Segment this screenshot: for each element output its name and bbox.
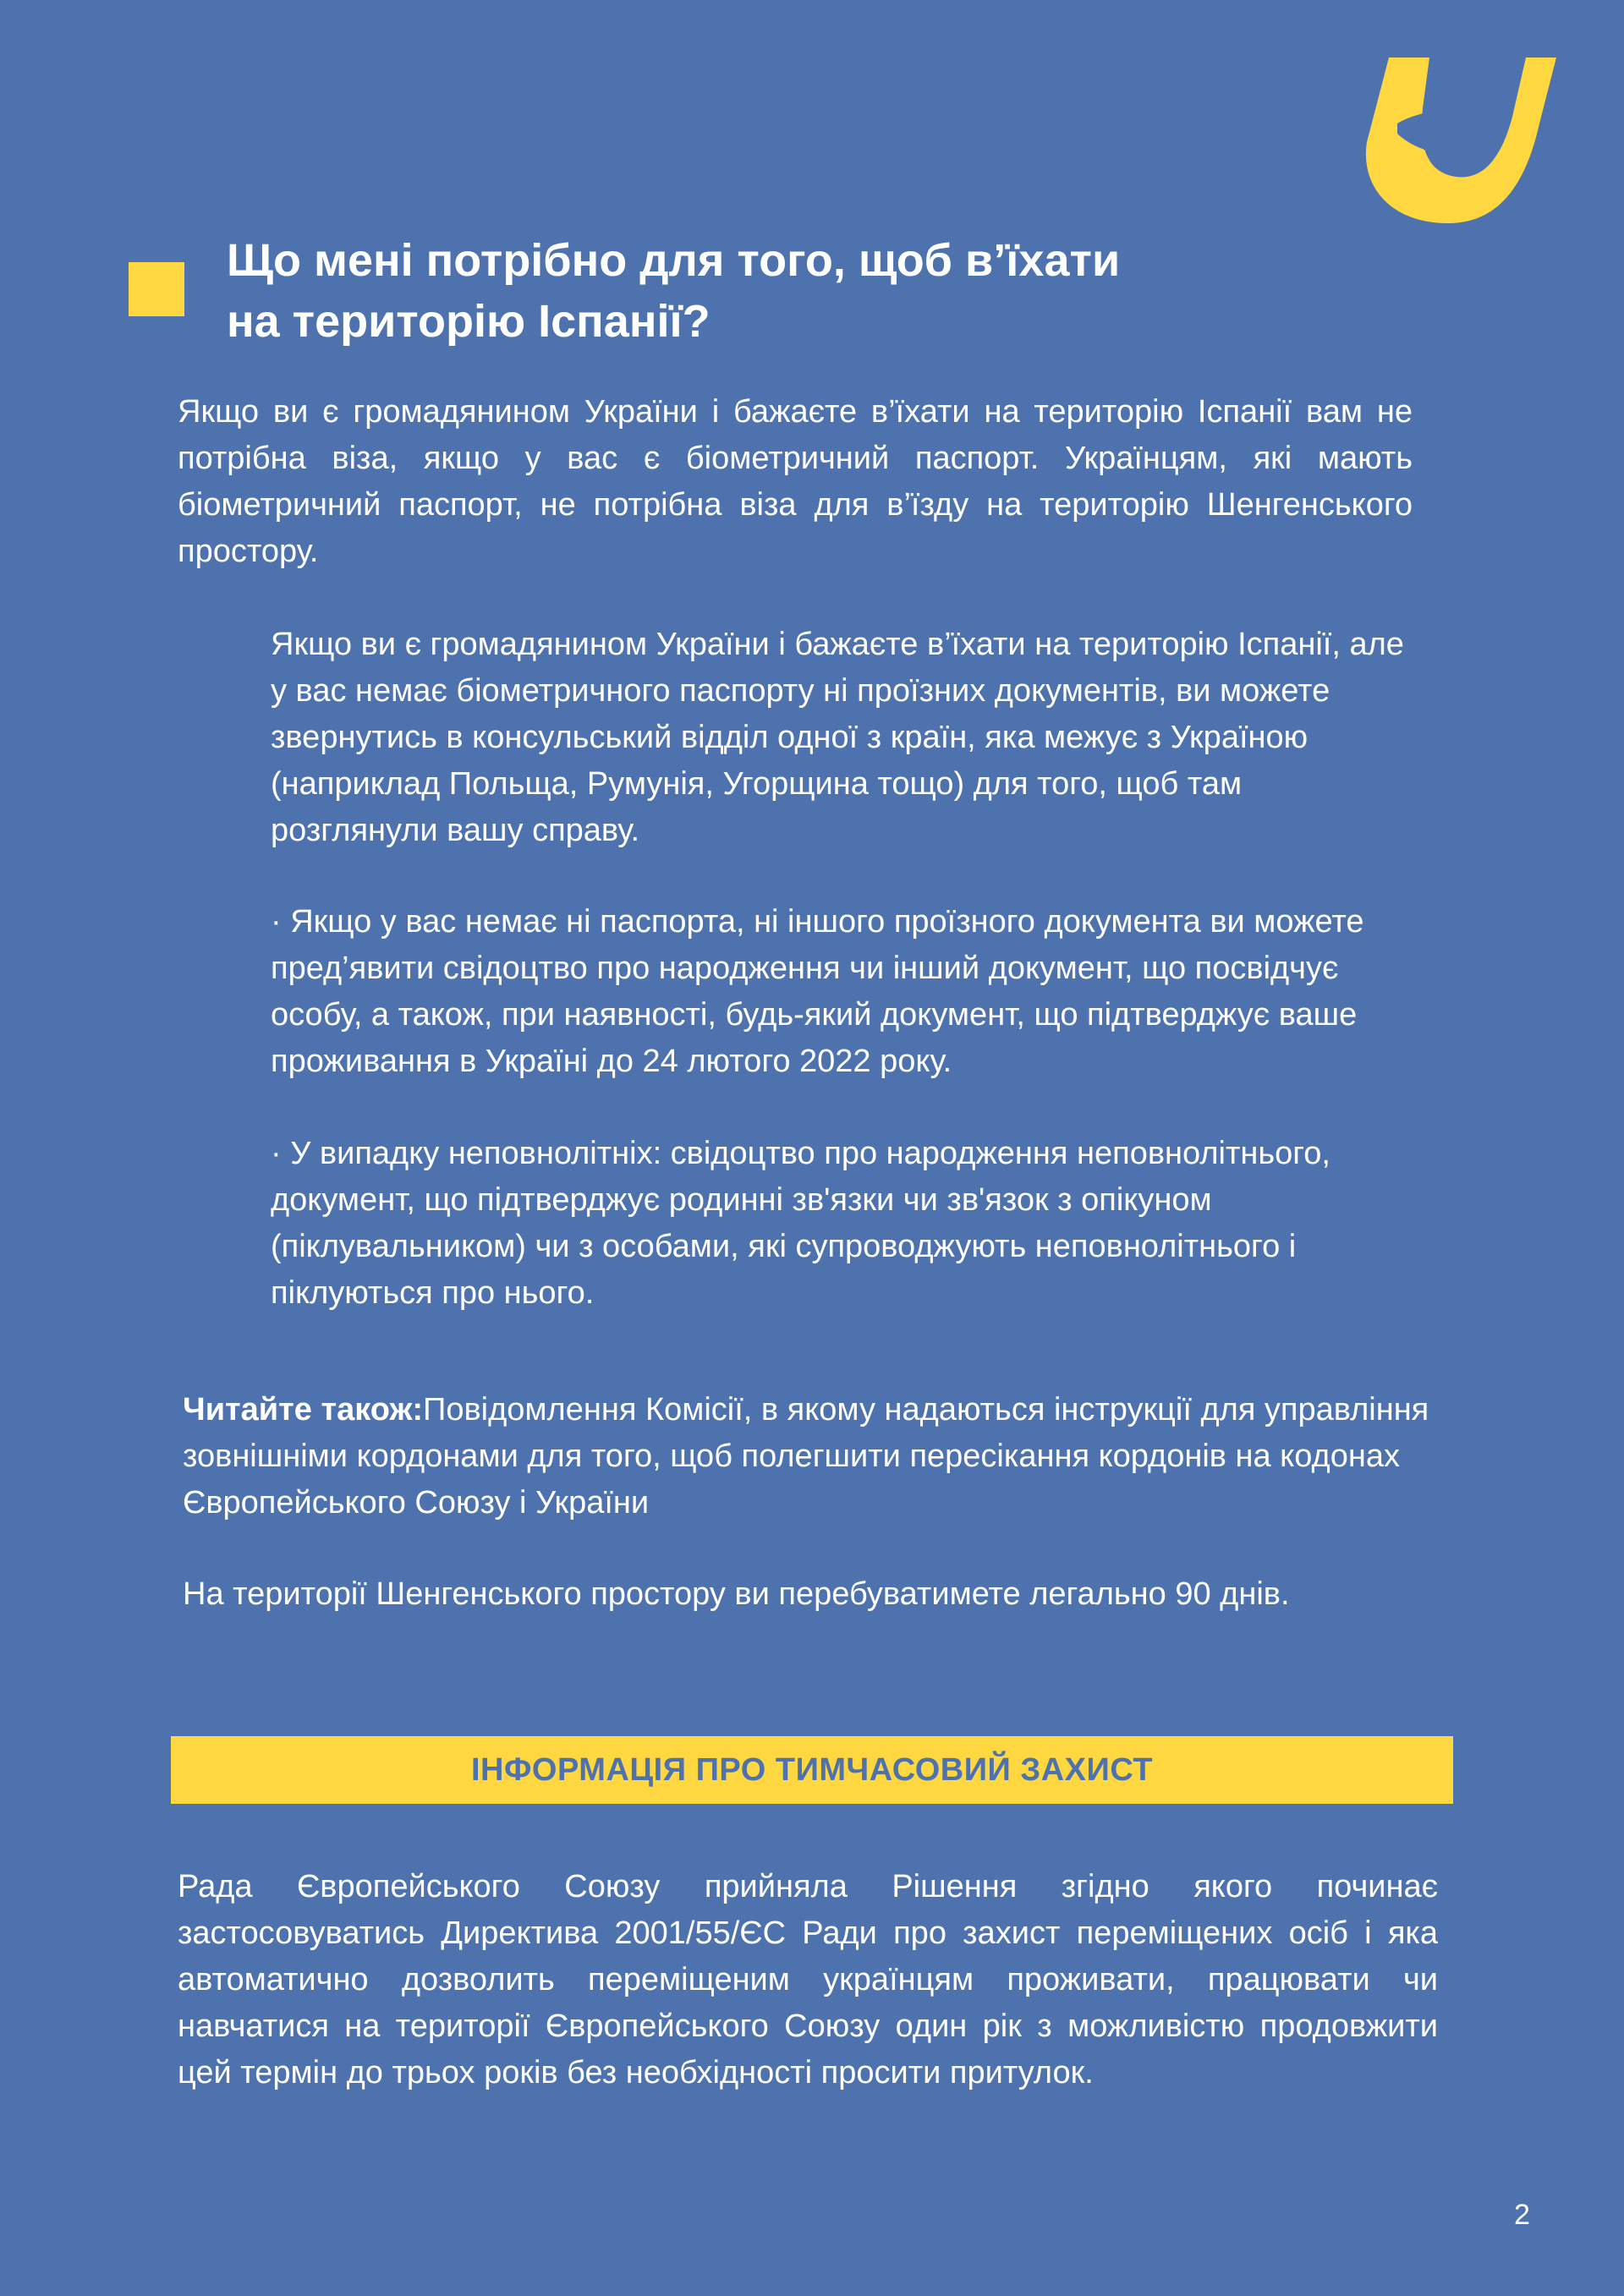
hands-logo-icon bbox=[1363, 58, 1556, 227]
banner-title: ІНФОРМАЦІЯ ПРО ТИМЧАСОВИЙ ЗАХИСТ bbox=[470, 1751, 1154, 1788]
temporary-protection-banner bbox=[171, 1736, 1453, 1804]
page-number: 2 bbox=[1514, 2199, 1530, 2231]
intro-paragraph: Якщо ви є громадянином України і бажаєте в’їхати на територію Іспанії вам не потрібна віза, якщо у вас є біометричний паспорт. Українцям, які мають біометричний паспорт, не потрібна віза для в’їзду на територію Шенгенського простору. bbox=[178, 394, 1413, 569]
temporary-protection-paragraph: Рада Європейського Союзу прийняла Рішення згідно якого починає застосовуватись Директива 2001/55/ЄС Ради про захист переміщених осіб і яка автоматично дозволить переміщеним українцям проживати, працювати чи навчатися на території Європейського Союзу один рік з можливістю продовжити цей термін до трьох років без необхідності просити притулок. bbox=[178, 1869, 1438, 2091]
schengen-stay-note: На території Шенгенського простору ви перебуватимете легально 90 днів. bbox=[183, 1576, 1290, 1612]
heading-marker bbox=[129, 262, 184, 316]
page-title-line-1: Що мені потрібно для того, щоб в’їхати bbox=[227, 235, 1121, 286]
page-title bbox=[227, 230, 1326, 352]
bullet-no-passport: · Якщо у вас немає ні паспорта, ні іншого проїзного документа ви можете пред’явити свідоцтво про народження чи інший документ, що посвідчує особу, а також, при наявності, будь-який документ, що підтверджує ваше проживання в Україні до 24 лютого 2022 року. bbox=[271, 904, 1364, 1079]
read-also-link[interactable]: Повідомлення Комісії, в якому надаються інструкції для управління зовнішніми кордонами для того, щоб полегшити пересікання кордонів на кодонах Європейського Союзу і України bbox=[183, 1392, 1429, 1521]
read-also-label: Читайте також: bbox=[183, 1392, 424, 1427]
read-also-paragraph bbox=[183, 1387, 1435, 1526]
page-title-line-2: на територію Іспанії? bbox=[227, 296, 710, 347]
bullet-minors: · У випадку неповнолітніх: свідоцтво про народження неповнолітнього, документ, що підтверджує родинні зв'язки чи зв'язок з опікуном (піклувальником) чи з особами, які супроводжують неповнолітнього і піклуються про нього. bbox=[271, 1136, 1330, 1311]
no-biometric-passport-paragraph: Якщо ви є громадянином України і бажаєте в’їхати на територію Іспанії, але у вас немає біометричного паспорту ні проїзних документів, ви можете звернутись в консульський відділ одної з країн, яка межує з Україною (наприклад Польща, Румунія, Угорщина тощо) для того, щоб там розглянули вашу справу. bbox=[271, 627, 1404, 848]
